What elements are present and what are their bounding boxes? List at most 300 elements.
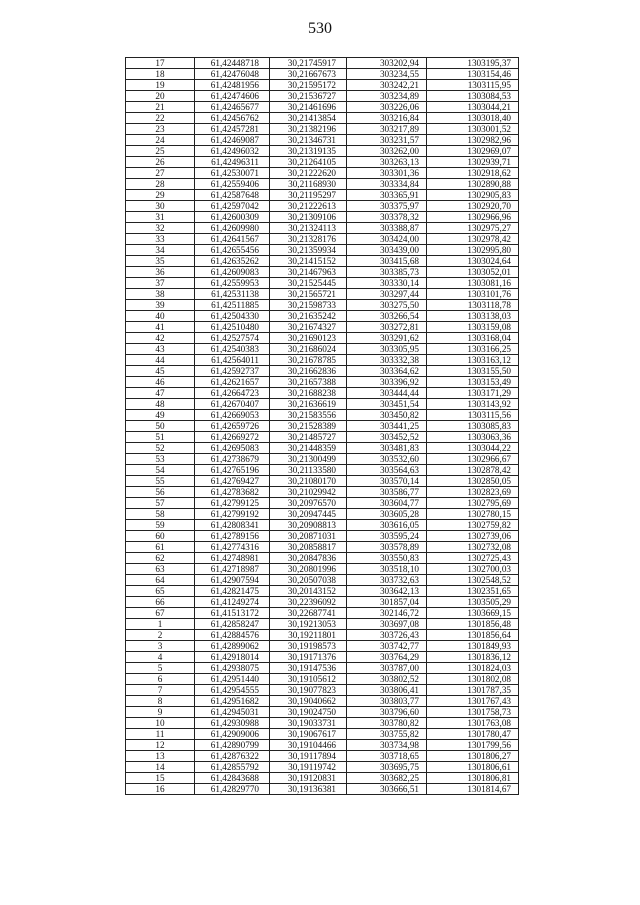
latitude-cell: 61,42799192 — [195, 509, 270, 520]
y-coordinate-cell: 1302795,69 — [427, 498, 519, 509]
y-coordinate-cell: 1301836,12 — [427, 652, 519, 663]
latitude-cell: 61,42769427 — [195, 476, 270, 487]
latitude-cell: 61,42774316 — [195, 542, 270, 553]
longitude-cell: 30,21195297 — [270, 190, 347, 201]
y-coordinate-cell: 1303168,04 — [427, 333, 519, 344]
x-coordinate-cell: 303375,97 — [347, 201, 427, 212]
y-coordinate-cell: 1303171,29 — [427, 388, 519, 399]
longitude-cell: 30,20507038 — [270, 575, 347, 586]
y-coordinate-cell: 1302918,62 — [427, 168, 519, 179]
longitude-cell: 30,21636619 — [270, 399, 347, 410]
table-row — [126, 685, 519, 696]
x-coordinate-cell: 303726,43 — [347, 630, 427, 641]
latitude-cell: 61,42609083 — [195, 267, 270, 278]
y-coordinate-cell: 1301849,93 — [427, 641, 519, 652]
table-row — [126, 487, 519, 498]
table-row — [126, 432, 519, 443]
latitude-cell: 61,42918014 — [195, 652, 270, 663]
longitude-cell: 30,21745917 — [270, 58, 347, 69]
x-coordinate-cell: 303234,89 — [347, 91, 427, 102]
point-number-cell: 19 — [126, 80, 195, 91]
table-row — [126, 289, 519, 300]
longitude-cell: 30,21346731 — [270, 135, 347, 146]
latitude-cell: 61,41513172 — [195, 608, 270, 619]
longitude-cell: 30,19136381 — [270, 784, 347, 795]
longitude-cell: 30,19171376 — [270, 652, 347, 663]
x-coordinate-cell: 303734,98 — [347, 740, 427, 751]
table-row — [126, 322, 519, 333]
y-coordinate-cell: 1301763,08 — [427, 718, 519, 729]
longitude-cell: 30,21565721 — [270, 289, 347, 300]
latitude-cell: 61,42469087 — [195, 135, 270, 146]
latitude-cell: 61,42855792 — [195, 762, 270, 773]
table-row — [126, 762, 519, 773]
y-coordinate-cell: 1302823,69 — [427, 487, 519, 498]
latitude-cell: 61,42540383 — [195, 344, 270, 355]
x-coordinate-cell: 303586,77 — [347, 487, 427, 498]
y-coordinate-cell: 1303166,25 — [427, 344, 519, 355]
table-row — [126, 476, 519, 487]
y-coordinate-cell: 1303115,56 — [427, 410, 519, 421]
latitude-cell: 61,42669053 — [195, 410, 270, 421]
y-coordinate-cell: 1301802,08 — [427, 674, 519, 685]
point-number-cell: 50 — [126, 421, 195, 432]
table-row — [126, 377, 519, 388]
point-number-cell: 32 — [126, 223, 195, 234]
longitude-cell: 30,21080170 — [270, 476, 347, 487]
point-number-cell: 23 — [126, 124, 195, 135]
y-coordinate-cell: 1301856,64 — [427, 630, 519, 641]
x-coordinate-cell: 303732,63 — [347, 575, 427, 586]
table-row — [126, 146, 519, 157]
y-coordinate-cell: 1302878,42 — [427, 465, 519, 476]
x-coordinate-cell: 303742,77 — [347, 641, 427, 652]
longitude-cell: 30,21690123 — [270, 333, 347, 344]
longitude-cell: 30,19067617 — [270, 729, 347, 740]
x-coordinate-cell: 303272,81 — [347, 322, 427, 333]
x-coordinate-cell: 303202,94 — [347, 58, 427, 69]
x-coordinate-cell: 303291,62 — [347, 333, 427, 344]
latitude-cell: 61,42635262 — [195, 256, 270, 267]
latitude-cell: 61,42669272 — [195, 432, 270, 443]
x-coordinate-cell: 303297,44 — [347, 289, 427, 300]
table-row — [126, 454, 519, 465]
latitude-cell: 61,42899062 — [195, 641, 270, 652]
y-coordinate-cell: 1302780,15 — [427, 509, 519, 520]
table-row — [126, 520, 519, 531]
x-coordinate-cell: 303780,82 — [347, 718, 427, 729]
longitude-cell: 30,21319135 — [270, 146, 347, 157]
table-row — [126, 465, 519, 476]
latitude-cell: 61,42945031 — [195, 707, 270, 718]
longitude-cell: 30,21662836 — [270, 366, 347, 377]
x-coordinate-cell: 303234,55 — [347, 69, 427, 80]
latitude-cell: 61,42530071 — [195, 168, 270, 179]
table-row — [126, 355, 519, 366]
point-number-cell: 64 — [126, 575, 195, 586]
point-number-cell: 51 — [126, 432, 195, 443]
point-number-cell: 2 — [126, 630, 195, 641]
y-coordinate-cell: 1302890,88 — [427, 179, 519, 190]
table-row — [126, 575, 519, 586]
point-number-cell: 47 — [126, 388, 195, 399]
latitude-cell: 61,42876322 — [195, 751, 270, 762]
longitude-cell: 30,21657388 — [270, 377, 347, 388]
longitude-cell: 30,19040662 — [270, 696, 347, 707]
point-number-cell: 31 — [126, 212, 195, 223]
latitude-cell: 61,42510480 — [195, 322, 270, 333]
table-row — [126, 498, 519, 509]
x-coordinate-cell: 303755,82 — [347, 729, 427, 740]
x-coordinate-cell: 303802,52 — [347, 674, 427, 685]
x-coordinate-cell: 303518,10 — [347, 564, 427, 575]
x-coordinate-cell: 303396,92 — [347, 377, 427, 388]
table-row — [126, 80, 519, 91]
coordinates-table — [125, 57, 519, 795]
point-number-cell: 53 — [126, 454, 195, 465]
latitude-cell: 61,42907594 — [195, 575, 270, 586]
x-coordinate-cell: 303332,38 — [347, 355, 427, 366]
table-row — [126, 168, 519, 179]
y-coordinate-cell: 1302978,42 — [427, 234, 519, 245]
longitude-cell: 30,21467963 — [270, 267, 347, 278]
x-coordinate-cell: 303806,41 — [347, 685, 427, 696]
point-number-cell: 56 — [126, 487, 195, 498]
y-coordinate-cell: 1303101,76 — [427, 289, 519, 300]
y-coordinate-cell: 1301780,47 — [427, 729, 519, 740]
point-number-cell: 38 — [126, 289, 195, 300]
longitude-cell: 30,19211801 — [270, 630, 347, 641]
longitude-cell: 30,21595172 — [270, 80, 347, 91]
x-coordinate-cell: 303764,29 — [347, 652, 427, 663]
table-row — [126, 278, 519, 289]
x-coordinate-cell: 301857,04 — [347, 597, 427, 608]
y-coordinate-cell: 1301806,81 — [427, 773, 519, 784]
x-coordinate-cell: 303697,08 — [347, 619, 427, 630]
y-coordinate-cell: 1302351,65 — [427, 586, 519, 597]
y-coordinate-cell: 1301787,35 — [427, 685, 519, 696]
longitude-cell: 30,19213053 — [270, 619, 347, 630]
longitude-cell: 30,21133580 — [270, 465, 347, 476]
latitude-cell: 61,42884576 — [195, 630, 270, 641]
x-coordinate-cell: 303605,28 — [347, 509, 427, 520]
point-number-cell: 58 — [126, 509, 195, 520]
y-coordinate-cell: 1301806,61 — [427, 762, 519, 773]
x-coordinate-cell: 303441,25 — [347, 421, 427, 432]
point-number-cell: 65 — [126, 586, 195, 597]
table-row — [126, 157, 519, 168]
x-coordinate-cell: 303385,73 — [347, 267, 427, 278]
longitude-cell: 30,21688238 — [270, 388, 347, 399]
x-coordinate-cell: 303578,89 — [347, 542, 427, 553]
page-number: 530 — [308, 20, 332, 37]
x-coordinate-cell: 303695,75 — [347, 762, 427, 773]
x-coordinate-cell: 303217,89 — [347, 124, 427, 135]
x-coordinate-cell: 303388,87 — [347, 223, 427, 234]
y-coordinate-cell: 1302700,03 — [427, 564, 519, 575]
point-number-cell: 62 — [126, 553, 195, 564]
point-number-cell: 41 — [126, 322, 195, 333]
latitude-cell: 61,42930988 — [195, 718, 270, 729]
point-number-cell: 49 — [126, 410, 195, 421]
y-coordinate-cell: 1303154,46 — [427, 69, 519, 80]
y-coordinate-cell: 1303505,29 — [427, 597, 519, 608]
longitude-cell: 30,20947445 — [270, 509, 347, 520]
x-coordinate-cell: 303378,32 — [347, 212, 427, 223]
latitude-cell: 61,42909006 — [195, 729, 270, 740]
latitude-cell: 61,42664723 — [195, 388, 270, 399]
point-number-cell: 9 — [126, 707, 195, 718]
y-coordinate-cell: 1303669,15 — [427, 608, 519, 619]
longitude-cell: 30,21300499 — [270, 454, 347, 465]
latitude-cell: 61,42587648 — [195, 190, 270, 201]
table-row — [126, 267, 519, 278]
y-coordinate-cell: 1302939,71 — [427, 157, 519, 168]
point-number-cell: 25 — [126, 146, 195, 157]
latitude-cell: 61,42765196 — [195, 465, 270, 476]
longitude-cell: 30,21448359 — [270, 443, 347, 454]
table-row — [126, 124, 519, 135]
table-row — [126, 113, 519, 124]
y-coordinate-cell: 1303085,83 — [427, 421, 519, 432]
longitude-cell: 30,21413854 — [270, 113, 347, 124]
table-row — [126, 696, 519, 707]
table-row — [126, 542, 519, 553]
latitude-cell: 61,42465677 — [195, 102, 270, 113]
table-row — [126, 740, 519, 751]
latitude-cell: 61,42457281 — [195, 124, 270, 135]
y-coordinate-cell: 1301758,73 — [427, 707, 519, 718]
y-coordinate-cell: 1302850,05 — [427, 476, 519, 487]
point-number-cell: 27 — [126, 168, 195, 179]
latitude-cell: 61,42609980 — [195, 223, 270, 234]
point-number-cell: 8 — [126, 696, 195, 707]
point-number-cell: 21 — [126, 102, 195, 113]
point-number-cell: 28 — [126, 179, 195, 190]
point-number-cell: 35 — [126, 256, 195, 267]
longitude-cell: 30,21222620 — [270, 168, 347, 179]
longitude-cell: 30,21461696 — [270, 102, 347, 113]
x-coordinate-cell: 303564,63 — [347, 465, 427, 476]
point-number-cell: 39 — [126, 300, 195, 311]
point-number-cell: 60 — [126, 531, 195, 542]
table-row — [126, 311, 519, 322]
x-coordinate-cell: 303604,77 — [347, 498, 427, 509]
latitude-cell: 61,42670407 — [195, 399, 270, 410]
latitude-cell: 61,42559953 — [195, 278, 270, 289]
y-coordinate-cell: 1303063,36 — [427, 432, 519, 443]
x-coordinate-cell: 302146,72 — [347, 608, 427, 619]
table-row — [126, 344, 519, 355]
latitude-cell: 61,42641567 — [195, 234, 270, 245]
y-coordinate-cell: 1301799,56 — [427, 740, 519, 751]
point-number-cell: 22 — [126, 113, 195, 124]
longitude-cell: 30,20871031 — [270, 531, 347, 542]
longitude-cell: 30,21029942 — [270, 487, 347, 498]
latitude-cell: 61,42890799 — [195, 740, 270, 751]
x-coordinate-cell: 303550,83 — [347, 553, 427, 564]
y-coordinate-cell: 1302995,80 — [427, 245, 519, 256]
point-number-cell: 4 — [126, 652, 195, 663]
latitude-cell: 61,42600309 — [195, 212, 270, 223]
point-number-cell: 10 — [126, 718, 195, 729]
longitude-cell: 30,21264105 — [270, 157, 347, 168]
table-row — [126, 256, 519, 267]
x-coordinate-cell: 303803,77 — [347, 696, 427, 707]
y-coordinate-cell: 1302966,96 — [427, 212, 519, 223]
x-coordinate-cell: 303595,24 — [347, 531, 427, 542]
y-coordinate-cell: 1302905,83 — [427, 190, 519, 201]
y-coordinate-cell: 1302920,70 — [427, 201, 519, 212]
point-number-cell: 59 — [126, 520, 195, 531]
latitude-cell: 61,42808341 — [195, 520, 270, 531]
point-number-cell: 48 — [126, 399, 195, 410]
point-number-cell: 37 — [126, 278, 195, 289]
longitude-cell: 30,21678785 — [270, 355, 347, 366]
longitude-cell: 30,22687741 — [270, 608, 347, 619]
longitude-cell: 30,21359934 — [270, 245, 347, 256]
latitude-cell: 61,42951440 — [195, 674, 270, 685]
y-coordinate-cell: 1303084,53 — [427, 91, 519, 102]
x-coordinate-cell: 303263,13 — [347, 157, 427, 168]
point-number-cell: 57 — [126, 498, 195, 509]
longitude-cell: 30,19104466 — [270, 740, 347, 751]
point-number-cell: 44 — [126, 355, 195, 366]
latitude-cell: 61,42655456 — [195, 245, 270, 256]
longitude-cell: 30,21324113 — [270, 223, 347, 234]
table-row — [126, 69, 519, 80]
point-number-cell: 61 — [126, 542, 195, 553]
point-number-cell: 20 — [126, 91, 195, 102]
y-coordinate-cell: 1302732,08 — [427, 542, 519, 553]
point-number-cell: 43 — [126, 344, 195, 355]
table-row — [126, 443, 519, 454]
longitude-cell: 30,22396092 — [270, 597, 347, 608]
x-coordinate-cell: 303275,50 — [347, 300, 427, 311]
table-row — [126, 201, 519, 212]
point-number-cell: 54 — [126, 465, 195, 476]
latitude-cell: 61,42456762 — [195, 113, 270, 124]
longitude-cell: 30,21667673 — [270, 69, 347, 80]
longitude-cell: 30,19117894 — [270, 751, 347, 762]
latitude-cell: 61,42564011 — [195, 355, 270, 366]
x-coordinate-cell: 303424,00 — [347, 234, 427, 245]
latitude-cell: 61,42504330 — [195, 311, 270, 322]
point-number-cell: 36 — [126, 267, 195, 278]
point-number-cell: 40 — [126, 311, 195, 322]
longitude-cell: 30,19120831 — [270, 773, 347, 784]
longitude-cell: 30,20858817 — [270, 542, 347, 553]
point-number-cell: 52 — [126, 443, 195, 454]
x-coordinate-cell: 303570,14 — [347, 476, 427, 487]
y-coordinate-cell: 1302982,96 — [427, 135, 519, 146]
table-row — [126, 597, 519, 608]
x-coordinate-cell: 303642,13 — [347, 586, 427, 597]
table-row — [126, 58, 519, 69]
y-coordinate-cell: 1303195,37 — [427, 58, 519, 69]
point-number-cell: 15 — [126, 773, 195, 784]
y-coordinate-cell: 1303044,21 — [427, 102, 519, 113]
point-number-cell: 34 — [126, 245, 195, 256]
latitude-cell: 61,42799125 — [195, 498, 270, 509]
latitude-cell: 61,42481956 — [195, 80, 270, 91]
table-row — [126, 751, 519, 762]
x-coordinate-cell: 303796,60 — [347, 707, 427, 718]
y-coordinate-cell: 1303081,16 — [427, 278, 519, 289]
y-coordinate-cell: 1303052,01 — [427, 267, 519, 278]
x-coordinate-cell: 303682,25 — [347, 773, 427, 784]
y-coordinate-cell: 1302548,52 — [427, 575, 519, 586]
table-row — [126, 707, 519, 718]
x-coordinate-cell: 303450,82 — [347, 410, 427, 421]
x-coordinate-cell: 303452,52 — [347, 432, 427, 443]
x-coordinate-cell: 303226,06 — [347, 102, 427, 113]
y-coordinate-cell: 1301824,03 — [427, 663, 519, 674]
table-row — [126, 586, 519, 597]
latitude-cell: 61,42496311 — [195, 157, 270, 168]
longitude-cell: 30,19077823 — [270, 685, 347, 696]
latitude-cell: 61,42789156 — [195, 531, 270, 542]
table-row — [126, 102, 519, 113]
x-coordinate-cell: 303415,68 — [347, 256, 427, 267]
y-coordinate-cell: 1302739,06 — [427, 531, 519, 542]
point-number-cell: 26 — [126, 157, 195, 168]
longitude-cell: 30,19147536 — [270, 663, 347, 674]
y-coordinate-cell: 1303044,22 — [427, 443, 519, 454]
longitude-cell: 30,21635242 — [270, 311, 347, 322]
table-row — [126, 410, 519, 421]
x-coordinate-cell: 303444,44 — [347, 388, 427, 399]
y-coordinate-cell: 1302759,82 — [427, 520, 519, 531]
point-number-cell: 24 — [126, 135, 195, 146]
point-number-cell: 42 — [126, 333, 195, 344]
y-coordinate-cell: 1301856,48 — [427, 619, 519, 630]
y-coordinate-cell: 1303159,08 — [427, 322, 519, 333]
table-row — [126, 531, 519, 542]
y-coordinate-cell: 1303115,95 — [427, 80, 519, 91]
point-number-cell: 11 — [126, 729, 195, 740]
longitude-cell: 30,21415152 — [270, 256, 347, 267]
latitude-cell: 61,42527574 — [195, 333, 270, 344]
x-coordinate-cell: 303216,84 — [347, 113, 427, 124]
table-row — [126, 509, 519, 520]
table-row — [126, 421, 519, 432]
longitude-cell: 30,21528389 — [270, 421, 347, 432]
table-row — [126, 608, 519, 619]
x-coordinate-cell: 303242,21 — [347, 80, 427, 91]
point-number-cell: 3 — [126, 641, 195, 652]
table-row — [126, 179, 519, 190]
table-row — [126, 333, 519, 344]
table-row — [126, 91, 519, 102]
table-row — [126, 234, 519, 245]
y-coordinate-cell: 1303155,50 — [427, 366, 519, 377]
point-number-cell: 12 — [126, 740, 195, 751]
latitude-cell: 61,42474606 — [195, 91, 270, 102]
y-coordinate-cell: 1302969,07 — [427, 146, 519, 157]
x-coordinate-cell: 303330,14 — [347, 278, 427, 289]
longitude-cell: 30,21168930 — [270, 179, 347, 190]
y-coordinate-cell: 1301767,43 — [427, 696, 519, 707]
longitude-cell: 30,21222613 — [270, 201, 347, 212]
table-row — [126, 641, 519, 652]
longitude-cell: 30,20908813 — [270, 520, 347, 531]
latitude-cell: 61,42695083 — [195, 443, 270, 454]
latitude-cell: 61,41249274 — [195, 597, 270, 608]
table-row — [126, 366, 519, 377]
x-coordinate-cell: 303532,60 — [347, 454, 427, 465]
table-row — [126, 245, 519, 256]
